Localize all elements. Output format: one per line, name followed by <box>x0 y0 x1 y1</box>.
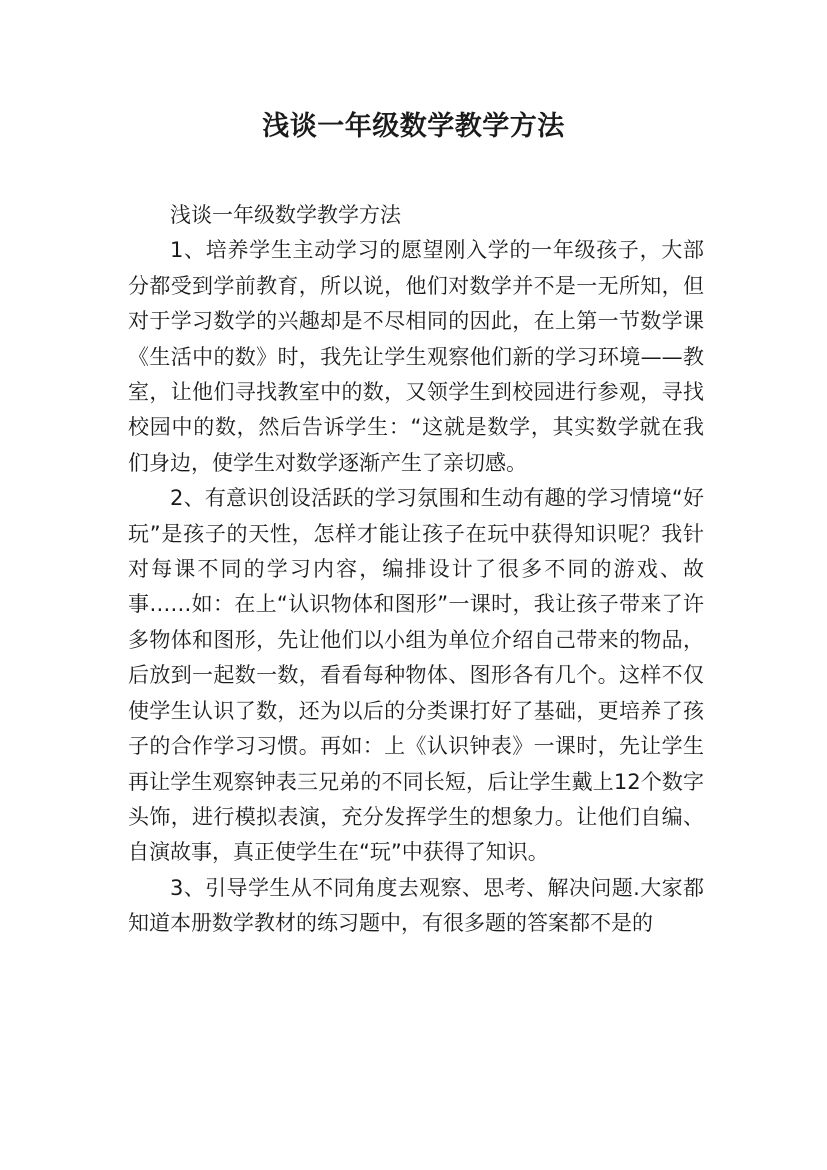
paragraph-2: 2、有意识创设活跃的学习氛围和生动有趣的学习情境“好玩”是孩子的天性，怎样才能让孩子在玩中获得知识呢？我针对每课不同的学习内容，编排设计了很多不同的游戏、故事……如：在上“认识物体和图形”一课时，我让孩子带来了许多物体和图形，先让他们以小组为单位介绍自己带来的物品，后放到一起数一数，看看每种物体、图形各有几个。这样不仅使学生认识了数，还为以后的分类课打好了基础，更培养了孩子的合作学习习惯。再如：上《认识钟表》一课时，先让学生再让学生观察钟表三兄弟的不同长短，后让学生戴上12个数字头饰，进行模拟表演，充分发挥学生的想象力。让他们自编、自演故事，真正使学生在“玩”中获得了知识。 <box>128 486 704 865</box>
paragraph-1: 1、培养学生主动学习的愿望刚入学的一年级孩子，大部分都受到学前教育，所以说，他们对数学并不是一无所知，但对于学习数学的兴趣却是不尽相同的因此，在上第一节数学课《生活中的数》时，我先让学生观察他们新的学习环境——教室，让他们寻找教室中的数，又领学生到校园进行参观，寻找校园中的数，然后告诉学生：“这就是数学，其实数学就在我们身边，使学生对数学逐渐产生了亲切感。 <box>128 238 704 475</box>
document-title: 浅谈一年级数学教学方法 <box>262 111 565 142</box>
paragraph-3: 3、引导学生从不同角度去观察、思考、解决问题.大家都知道本册数学教材的练习题中，有很多题的答案都不是的 <box>128 875 704 936</box>
document-body <box>128 198 704 942</box>
paragraph-subtitle: 浅谈一年级数学教学方法 <box>170 203 401 227</box>
